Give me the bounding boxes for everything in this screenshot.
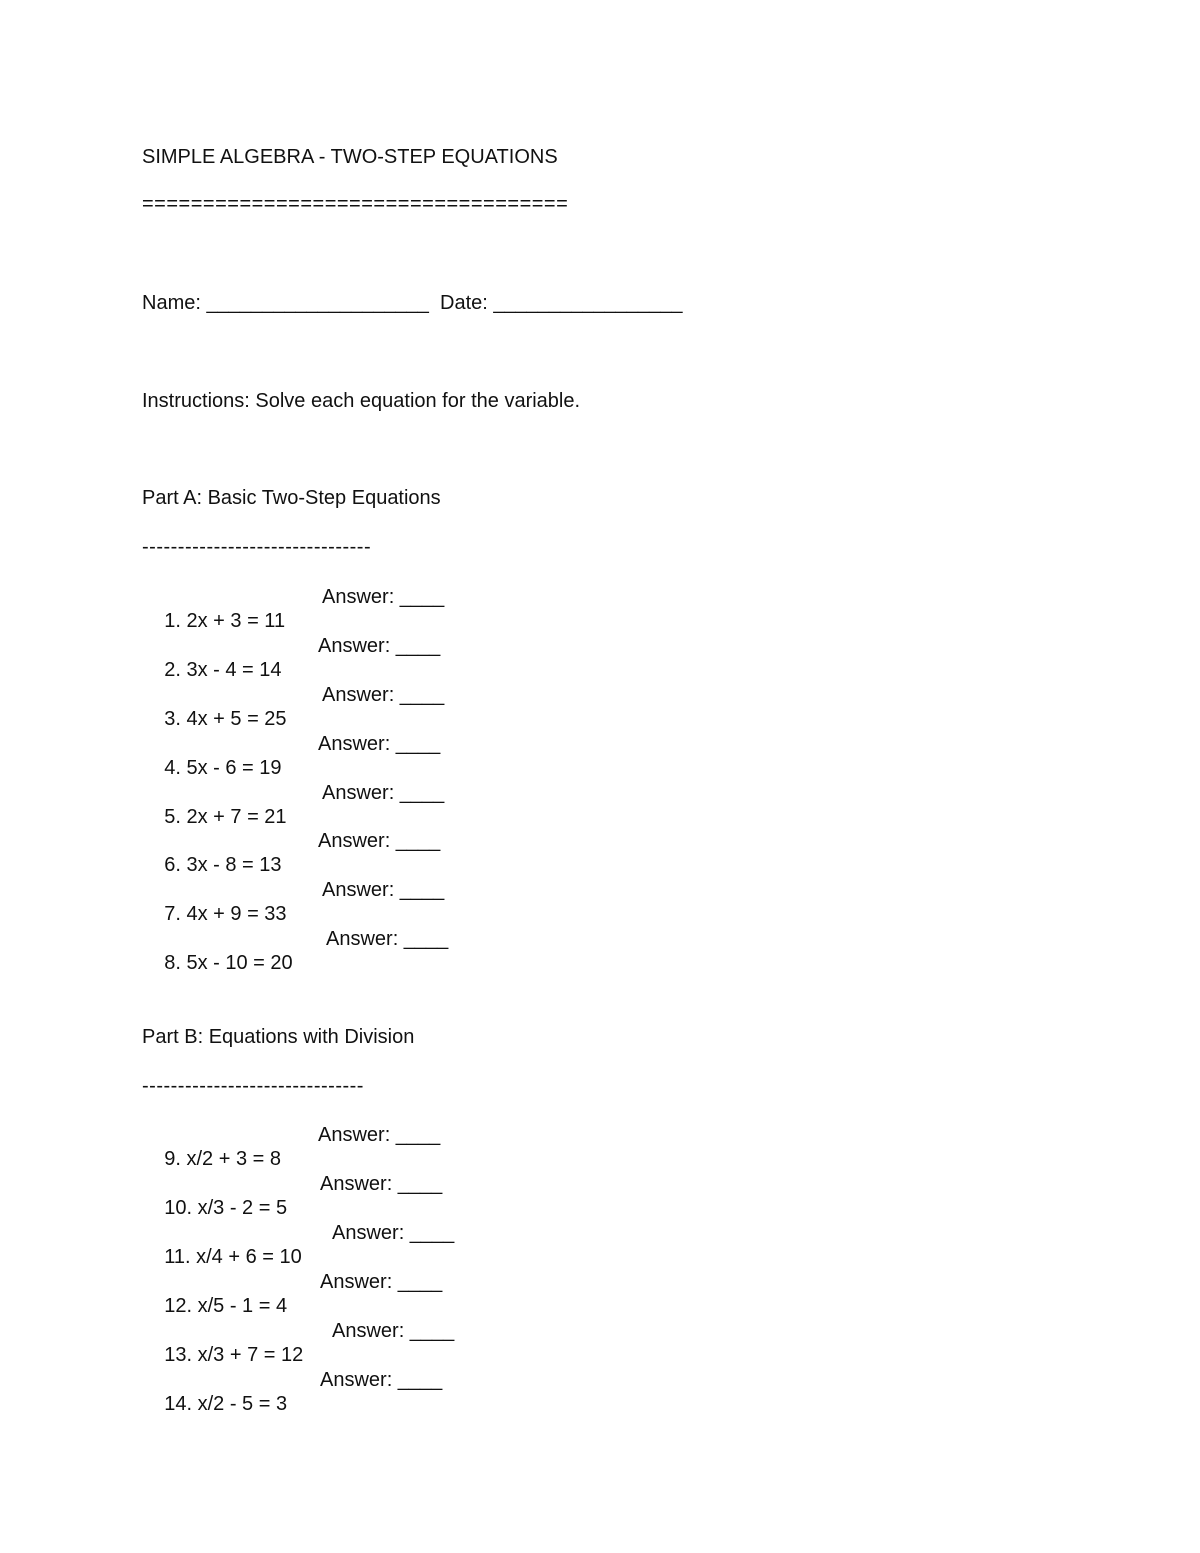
problem-equation: 1. 2x + 3 = 11 <box>164 610 286 632</box>
answer-blank: Answer: ____ <box>320 1271 443 1293</box>
answer-blank: Answer: ____ <box>322 684 445 706</box>
problem-equation: 8. 5x - 10 = 20 <box>164 952 293 974</box>
part-b-rule: ------------------------------- <box>142 1075 364 1097</box>
answer-blank: Answer: ____ <box>332 1222 455 1244</box>
part-a-rule: -------------------------------- <box>142 536 372 558</box>
part-b-heading: Part B: Equations with Division <box>142 1026 415 1048</box>
problem-equation: 10. x/3 - 2 = 5 <box>164 1197 288 1219</box>
name-date-line: Name: ____________________ Date: _________________ <box>142 292 683 314</box>
problem-row <box>142 1368 443 1440</box>
answer-blank: Answer: ____ <box>320 1173 443 1195</box>
answer-blank: Answer: ____ <box>326 928 449 950</box>
answer-blank: Answer: ____ <box>318 635 441 657</box>
worksheet-title: SIMPLE ALGEBRA - TWO-STEP EQUATIONS <box>142 146 558 168</box>
answer-blank: Answer: ____ <box>318 733 441 755</box>
answer-blank: Answer: ____ <box>320 1369 443 1391</box>
problem-equation: 4. 5x - 6 = 19 <box>164 757 282 779</box>
problem-equation: 12. x/5 - 1 = 4 <box>164 1295 288 1317</box>
problem-equation: 9. x/2 + 3 = 8 <box>164 1148 281 1170</box>
instructions: Instructions: Solve each equation for the variable. <box>142 390 581 412</box>
answer-blank: Answer: ____ <box>318 830 441 852</box>
answer-blank: Answer: ____ <box>322 879 445 901</box>
title-rule: =================================== <box>142 193 569 215</box>
answer-blank: Answer: ____ <box>322 782 445 804</box>
problem-equation: 7. 4x + 9 = 33 <box>164 903 287 925</box>
problem-equation: 11. x/4 + 6 = 10 <box>164 1246 302 1268</box>
problem-equation: 14. x/2 - 5 = 3 <box>164 1393 288 1415</box>
answer-blank: Answer: ____ <box>318 1124 441 1146</box>
answer-blank: Answer: ____ <box>322 586 445 608</box>
problem-equation: 13. x/3 + 7 = 12 <box>164 1344 304 1366</box>
problem-row <box>142 927 449 999</box>
problem-equation: 3. 4x + 5 = 25 <box>164 708 287 730</box>
answer-blank: Answer: ____ <box>332 1320 455 1342</box>
problem-equation: 6. 3x - 8 = 13 <box>164 854 282 876</box>
problem-equation: 5. 2x + 7 = 21 <box>164 806 287 828</box>
problem-equation: 2. 3x - 4 = 14 <box>164 659 282 681</box>
part-a-heading: Part A: Basic Two-Step Equations <box>142 487 441 509</box>
